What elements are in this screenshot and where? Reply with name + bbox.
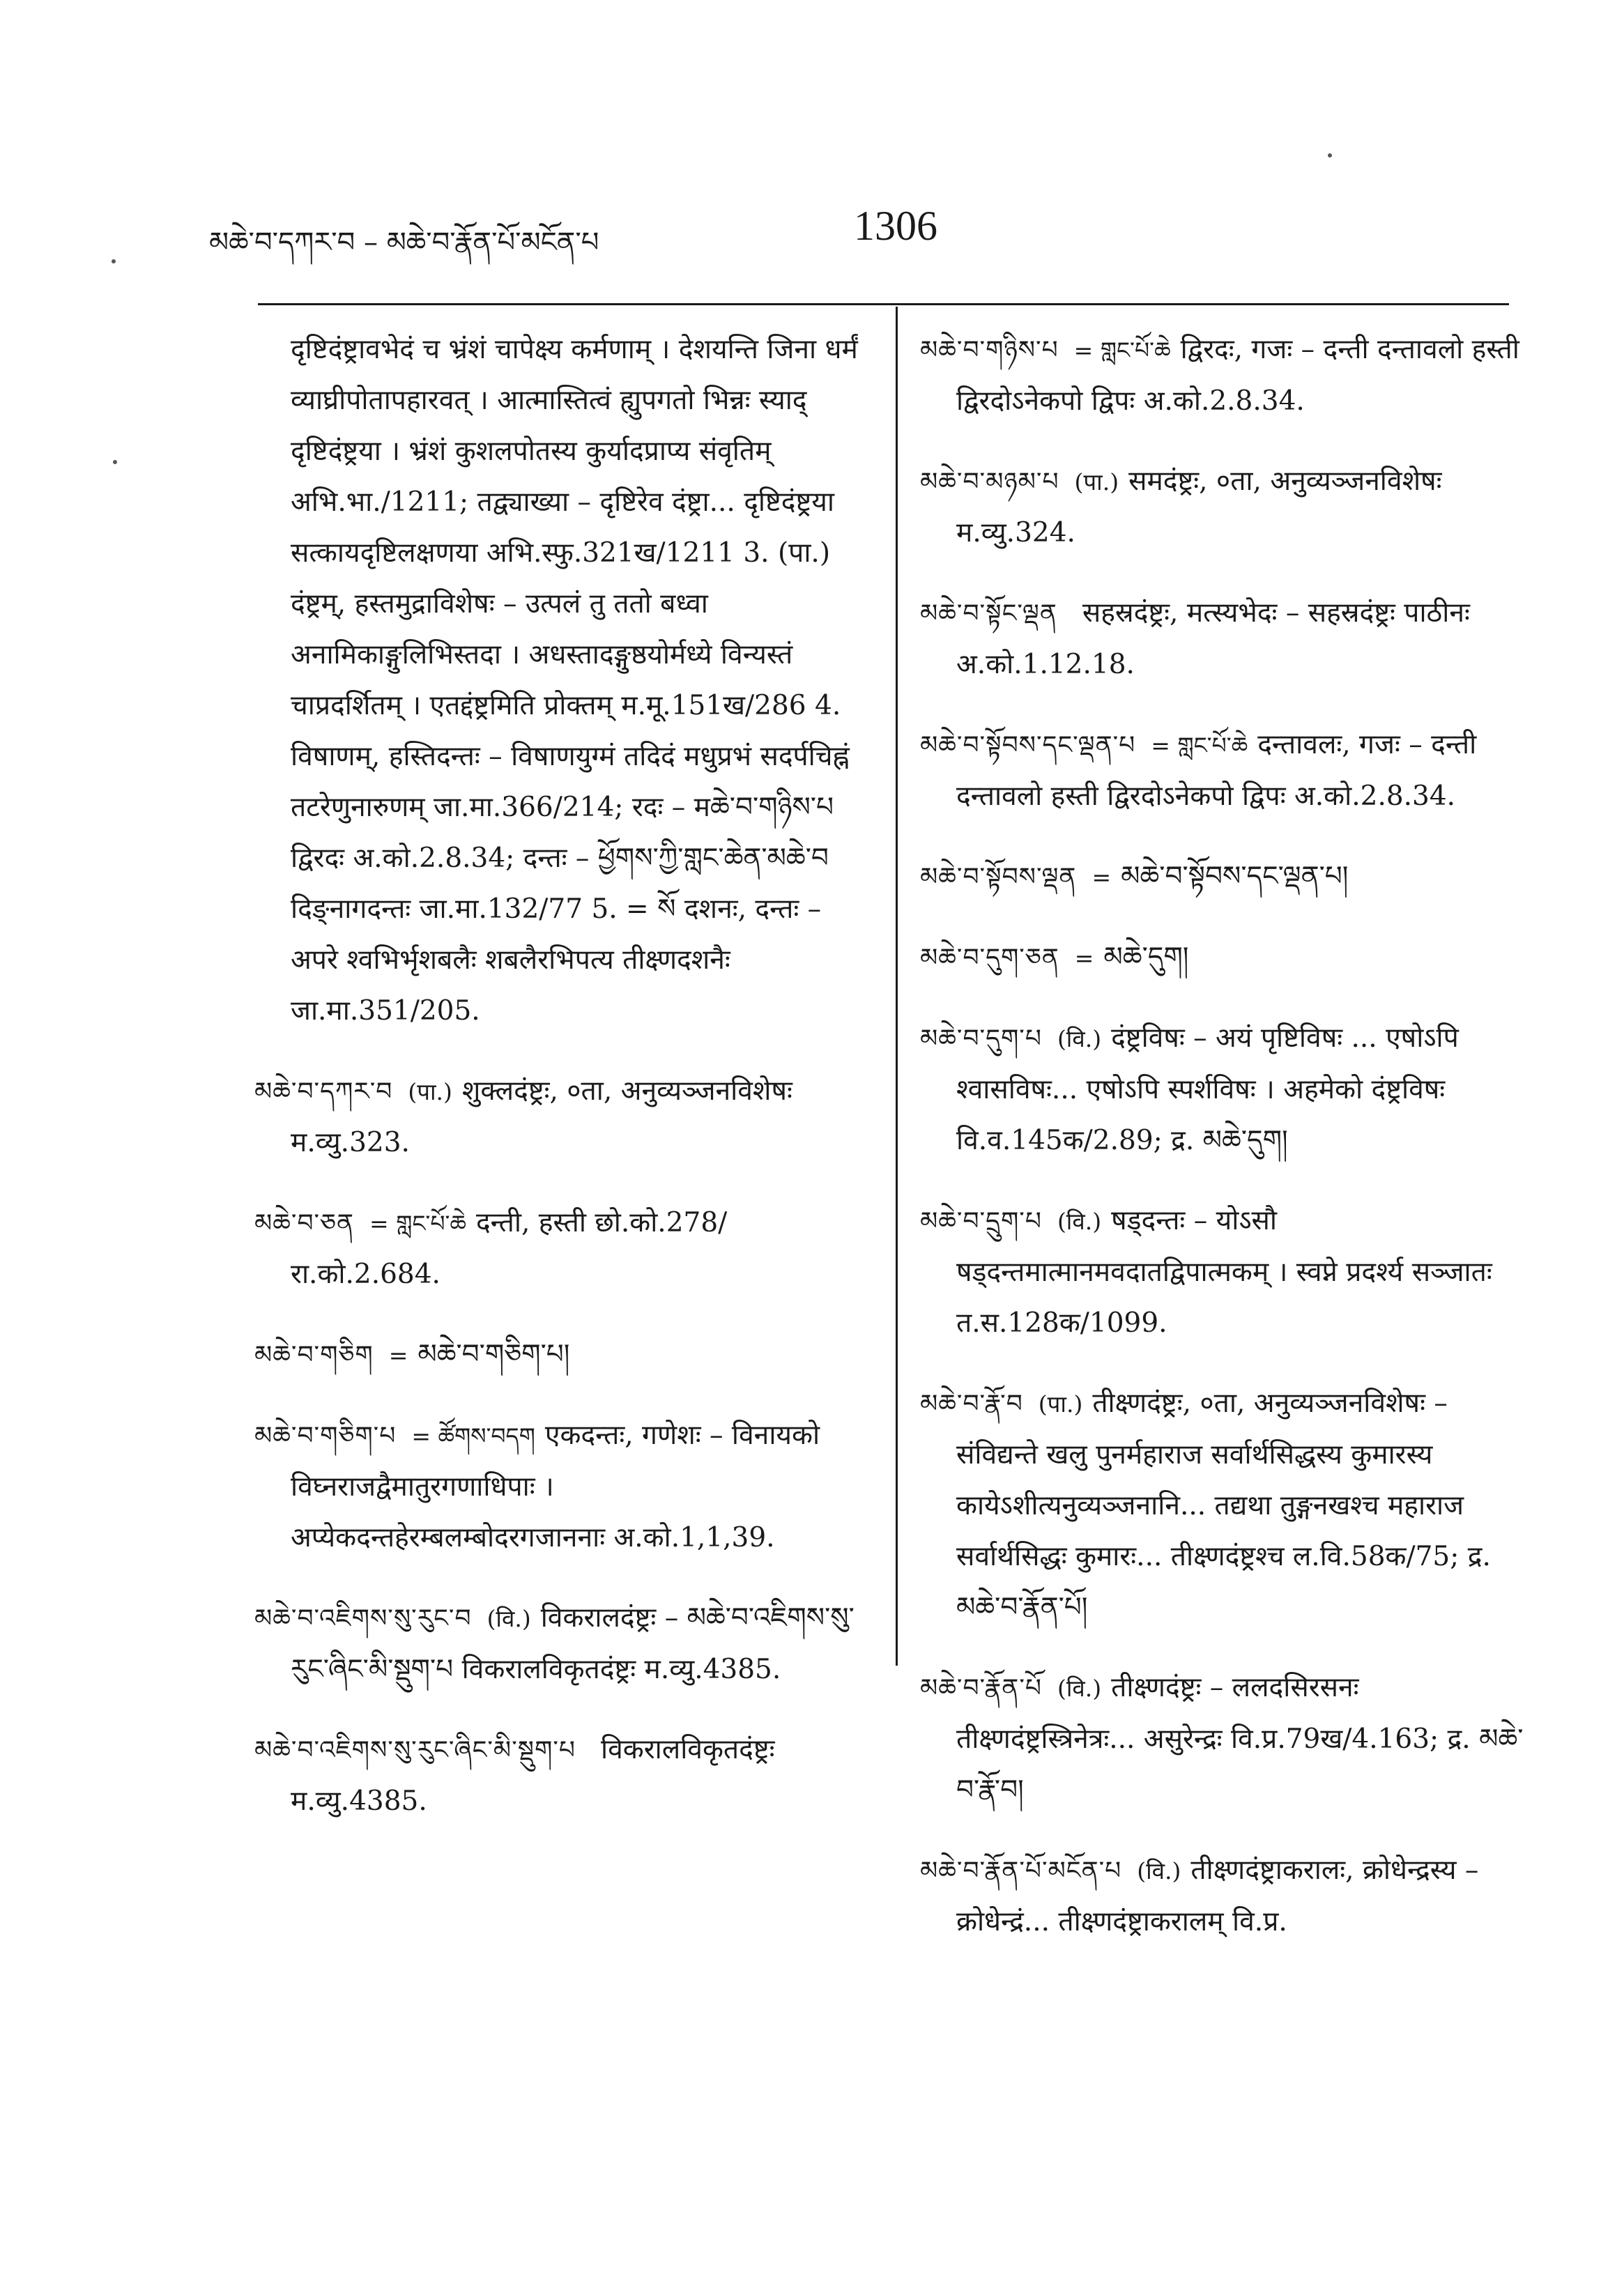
page-number: 1306 (854, 203, 937, 249)
entry-definition: མཆེ་དུག། (1103, 942, 1189, 973)
dictionary-entry (254, 1066, 868, 1168)
page-header (209, 202, 937, 259)
entry-definition: མཆེ་བ་སྟོབས་དང་ལྡན་པ། (1121, 861, 1349, 892)
dictionary-entry (254, 1724, 868, 1827)
entry-grammar-tag: = གླང་པོ་ཆེ (369, 1210, 466, 1237)
entry-grammar-tag: = ཚོགས་བདག (411, 1422, 535, 1450)
header-range: མཆེ་བ་དཀར་བ – མཆེ་བ་རྣོན་པོ་མངོན་པ (209, 227, 599, 259)
entry-definition: दन्ती, हस्ती छो.को.278/रा.को.2.684. (291, 1207, 728, 1290)
entry-definition: एकदन्तः, गणेशः – विनायको विघ्नराजद्वैमातुरगणाधिपाः । अप्येकदन्तहेरम्बलम्बोदरगजाननाः अ.को.1,1,39. (291, 1420, 820, 1553)
entry-headword: མཆེ་བ་འཇིགས་སུ་རུང་ཞིང་མི་སྡུག་པ (254, 1736, 576, 1765)
entry-definition: མཆེ་བ་གཅིག་པ། (418, 1339, 570, 1370)
dictionary-entry (920, 1195, 1533, 1349)
entry-grammar-tag: (वि.) (1137, 1857, 1181, 1884)
dictionary-entry (254, 1329, 868, 1381)
scan-speck (113, 460, 117, 464)
entry-headword: མཆེ་བ་སྟོང་ལྡན (920, 599, 1057, 628)
entry-headword: མཆེ་བ་ཅན (254, 1209, 355, 1238)
dictionary-entry (920, 588, 1533, 690)
entry-definition: विकरालदंष्ट्रः – མཆེ་བ་འཇིགས་སུ་རུང་ཞིང་མི་སྡུག་པ विकरालविकृतदंष्ट्रः म.व्यु.4385. (291, 1602, 855, 1685)
dictionary-entry (920, 1378, 1533, 1633)
scan-speck (112, 259, 116, 263)
entry-definition: सहस्रदंष्ट्रः, मत्स्यभेदः – सहस्रदंष्ट्रः पाठीनः अ.को.1.12.18. (956, 597, 1470, 680)
dictionary-entry (920, 719, 1533, 822)
left-entry-list (254, 1066, 868, 1827)
entry-headword: མཆེ་བ་རྣོན་པོ་མངོན་པ (920, 1857, 1122, 1885)
dictionary-entry (920, 851, 1533, 903)
dictionary-entry (920, 456, 1533, 558)
entry-grammar-tag: (वि.) (1057, 1675, 1102, 1702)
entry-grammar-tag: (वि.) (487, 1605, 531, 1632)
entry-grammar-tag: (वि.) (1057, 1208, 1102, 1235)
entry-definition: षड्दन्तः – योऽसौ षड्दन्तमात्मानमवदातद्विपात्मकम् । स्वप्ने प्रदर्श्य सञ्जातः त.स.128क/1099. (956, 1205, 1492, 1339)
entry-headword: མཆེ་བ་སྟོབས་དང་ལྡན་པ (920, 731, 1136, 760)
entry-grammar-tag: (वि.) (1057, 1025, 1102, 1052)
entry-grammar-tag: (पा.) (1038, 1390, 1083, 1418)
dictionary-entry (920, 1013, 1533, 1166)
entry-definition: विकरालविकृतदंष्ट्रः म.व्यु.4385. (291, 1734, 775, 1817)
entry-headword: མཆེ་བ་དུག་པ (920, 1024, 1042, 1053)
left-column (254, 324, 868, 1856)
entry-grammar-tag: (पा.) (408, 1078, 452, 1105)
header-rule (258, 303, 1509, 305)
continued-entry (254, 324, 868, 1036)
entry-definition: शुक्लदंष्ट्रः, ०ता, अनुव्यञ्जनविशेषः म.व्यु.323. (291, 1075, 792, 1158)
entry-headword: མཆེ་བ་དུག་ཅན (920, 944, 1059, 972)
column-divider (896, 307, 898, 1666)
entry-headword: མཆེ་བ་རྣོ་བ (920, 1390, 1023, 1418)
entry-grammar-tag: = (1074, 944, 1094, 972)
entry-definition: दन्तावलः, गजः – दन्ती दन्तावलो हस्ती द्विरदोऽनेकपो द्विपः अ.को.2.8.34. (956, 729, 1477, 812)
entry-headword: མཆེ་བ་སྟོབས་ལྡན (920, 863, 1077, 891)
entry-headword: མཆེ་བ་གཉིས་པ (920, 336, 1059, 364)
entry-definition: तीक्ष्णदंष्ट्राकरालः, क्रोधेन्द्रस्य – क्रोधेन्द्रं... तीक्ष्णदंष्ट्राकरालम् वि.प्र. (956, 1855, 1479, 1937)
entry-grammar-tag: = (1091, 863, 1112, 891)
entry-headword: མཆེ་བ་དྲུག་པ (920, 1207, 1042, 1236)
entry-grammar-tag: (पा.) (1074, 468, 1119, 496)
entry-definition: तीक्ष्णदंष्ट्रः, ०ता, अनुव्यञ्जनविशेषः – संविद्यन्ते खलु पुनर्महाराज सर्वार्थसिद्धस्य कुमारस्य कायेऽशीत्यनुव्यञ्जनानि... तद्यथा तुङ्गनखश्च महाराज सर्वार्थसिद्धः कुमारः... तीक्ष्णदंष्ट्रश्च ल.वि.58क/75; द्र. མཆེ་བ་རྣོན་པོ། (956, 1388, 1491, 1623)
entry-headword: མཆེ་བ་དཀར་བ (254, 1077, 393, 1106)
entry-definition: तीक्ष्णदंष्ट्रः – ललदसिरसनः तीक्ष्णदंष्ट्रस्त्रिनेत्रः... असुरेन्द्रः वि.प्र.79ख/4.163; द्र. མཆེ་བ་རྣོ་བ། (956, 1672, 1524, 1806)
dictionary-entry (254, 1592, 868, 1695)
scan-speck (1328, 153, 1332, 158)
dictionary-entry (254, 1410, 868, 1563)
dictionary-entry (920, 1662, 1533, 1815)
entry-grammar-tag: = གླང་པོ་ཆེ (1151, 732, 1248, 759)
entry-definition: समदंष्ट्रः, ०ता, अनुव्यञ्जनविशेषः म.व्यु.324. (956, 466, 1442, 548)
right-entry-list (920, 324, 1533, 1947)
dictionary-entry (254, 1197, 868, 1300)
right-column (920, 324, 1533, 1976)
entry-headword: མཆེ་བ་འཇིགས་སུ་རུང་བ (254, 1604, 472, 1633)
entry-headword: མཆེ་བ་རྣོན་པོ (920, 1674, 1042, 1703)
continued-entry-text: दृष्टिदंष्ट्रावभेदं च भ्रंशं चापेक्ष्य कर्मणाम् । देशयन्ति जिना धर्मं व्याघ्रीपोतापहारवत् । आत्मास्तित्वं ह्युपगतो भिन्नः स्याद् दृष्टिदंष्ट्रया । भ्रंशं कुशलपोतस्य कुर्यादप्राप्य संवृतिम् अभि.भा./1211; तद्व्याख्या – दृष्टिरेव दंष्ट्रा... दृष्टिदंष्ट्रया सत्कायदृष्टिलक्षणया अभि.स्फु.321ख/1211 3. (पा.) दंष्ट्रम्, हस्तमुद्राविशेषः – उत्पलं तु ततो बध्वा अनामिकाङ्गुलिभिस्तदा । अधस्तादङ्गुष्ठयोर्मध्ये विन्यस्तं चाप्रदर्शितम् । एतद्दंष्ट्रमिति प्रोक्तम् म.मू.151ख/286 4. विषाणम्, हस्तिदन्तः – विषाणयुग्मं तदिदं मधुप्रभं सदर्पचिह्नं तटरेणुनारुणम् जा.मा.366/214; रदः – मཆེ་བ་གཉིས་པ द्विरदः अ.को.2.8.34; दन्तः – ཕྱོགས་ཀྱི་གླང་ཆེན་མཆེ་བ दिङ्नागदन्तः जा.मा.132/77 5. = སོ दशनः, दन्तः – अपरे श्वभिर्भृशबलैः शबलैरभिपत्य तीक्ष्णदशनैः जा.मा.351/205. (291, 334, 858, 1027)
entry-definition: दंष्ट्रविषः – अयं पृष्टिविषः ... एषोऽपि श्वासविषः... एषोऽपि स्पर्शविषः । अहमेको दंष्ट्रविषः वि.व.145क/2.89; द्र. མཆེ་དུག། (956, 1022, 1459, 1156)
entry-headword: མཆེ་བ་གཅིག་པ (254, 1422, 397, 1450)
entry-grammar-tag: = གླང་པོ་ཆེ (1073, 337, 1171, 364)
entry-definition: द्विरदः, गजः – दन्ती दन्तावलो हस्ती द्विरदोऽनेकपो द्विपः अ.को.2.8.34. (956, 334, 1519, 417)
dictionary-entry (920, 932, 1533, 983)
dictionary-entry (920, 1845, 1533, 1947)
entry-grammar-tag: = (388, 1342, 408, 1369)
dictionary-entry (920, 324, 1533, 427)
entry-headword: མཆེ་བ་མཉམ་པ (920, 468, 1059, 496)
entry-headword: མཆེ་བ་གཅིག (254, 1341, 374, 1369)
